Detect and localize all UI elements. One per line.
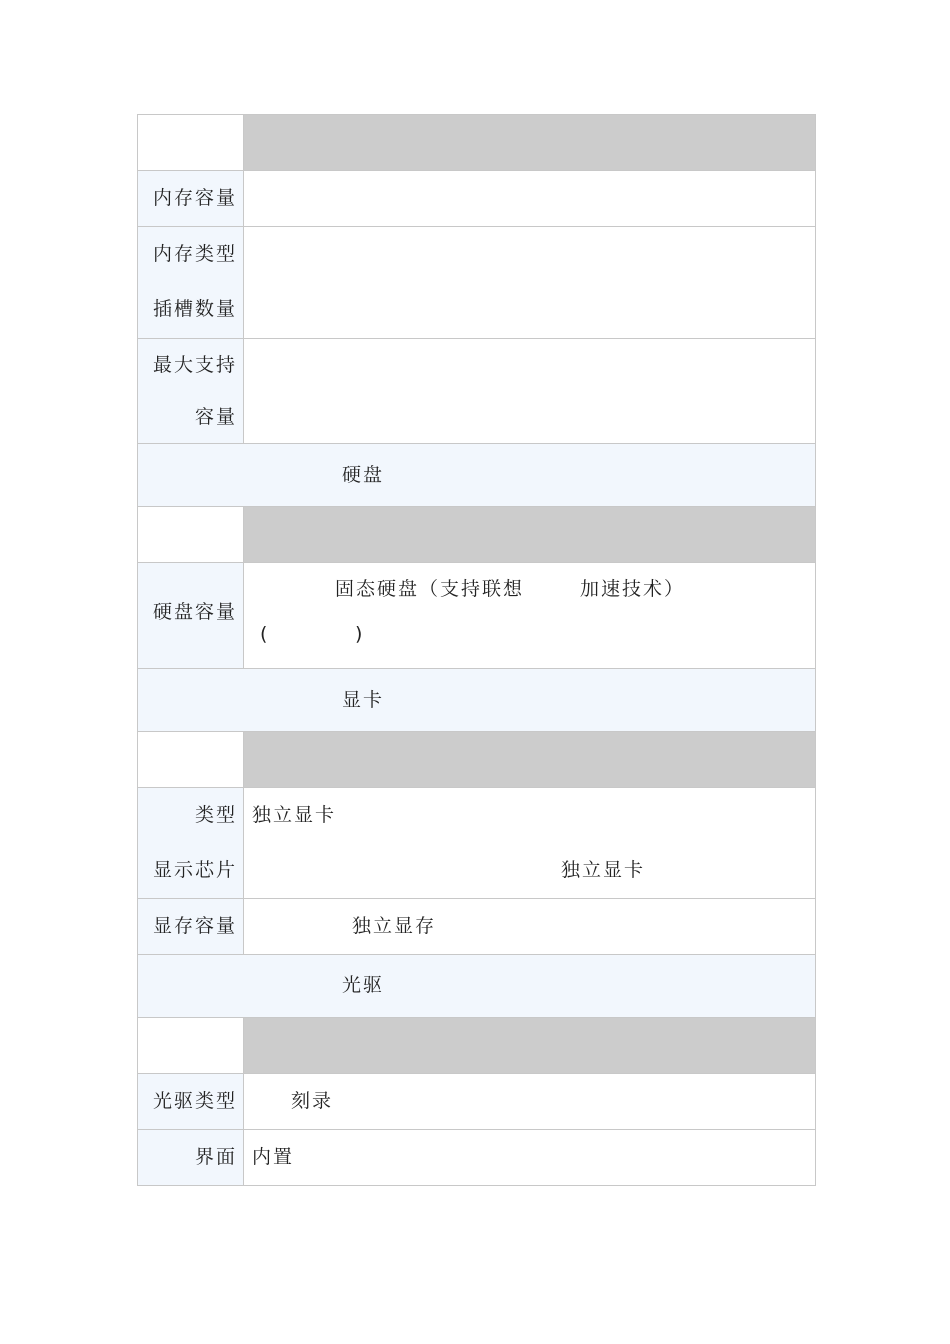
storage-section-title: 硬盘 [342,464,385,486]
memory-type-label-cell [138,227,244,338]
storage-capacity-row [138,562,815,668]
optical-section-title: 光驱 [342,974,385,996]
memory-capacity-value [244,171,815,226]
header-label-cell [138,1018,244,1073]
memory-capacity-label: 内存容量 [138,171,244,226]
memory-max-label-cell [138,339,244,443]
memory-type-value [244,227,815,338]
graphics-vram-value: 独立显存 [352,915,437,937]
graphics-chip-label: 显示芯片 [152,859,237,881]
graphics-type-value: 独立显卡 [252,804,337,826]
graphics-vram-row [138,898,815,954]
memory-header-row [138,114,815,170]
storage-section-row [138,443,815,506]
memory-type-label: 内存类型 [152,243,237,265]
optical-interface-value-cell [244,1130,815,1185]
header-label-cell [138,732,244,787]
optical-type-value: 刻录 [291,1090,334,1112]
memory-max-label-line2: 容量 [194,406,237,428]
storage-capacity-label: 硬盘容量 [138,563,244,668]
graphics-type-row [138,787,815,898]
memory-slots-label: 插槽数量 [152,298,237,320]
graphics-vram-value-cell [244,899,815,954]
optical-type-row [138,1073,815,1129]
header-value-cell [244,507,815,562]
memory-capacity-row [138,170,815,226]
graphics-header-row [138,731,815,787]
memory-max-label-line1: 最大支持 [152,354,237,376]
storage-header-row [138,506,815,562]
graphics-chip-value: 独立显卡 [561,859,646,881]
memory-max-row [138,338,815,443]
optical-interface-label: 界面 [138,1130,244,1185]
optical-section-row [138,954,815,1017]
optical-header-row [138,1017,815,1073]
memory-max-value [244,339,815,443]
header-value-cell [244,115,815,170]
graphics-type-label-cell [138,788,244,898]
header-value-cell [244,1018,815,1073]
storage-paren-open: ( [260,623,270,645]
storage-capacity-text: 固态硬盘（支持联想 [335,578,525,600]
header-value-cell [244,732,815,787]
graphics-type-label: 类型 [194,804,237,826]
storage-paren-close: ) [355,623,365,645]
optical-type-value-cell [244,1074,815,1129]
optical-interface-value: 内置 [252,1146,295,1168]
storage-accel-text: 加速技术） [580,578,686,600]
spec-table [137,114,816,1186]
memory-type-row [138,226,815,338]
graphics-section-title: 显卡 [342,689,385,711]
graphics-section-row [138,668,815,731]
graphics-type-value-cell [244,788,815,898]
header-label-cell [138,507,244,562]
optical-interface-row [138,1129,815,1185]
graphics-vram-label: 显存容量 [138,899,244,954]
header-label-cell [138,115,244,170]
optical-type-label: 光驱类型 [138,1074,244,1129]
storage-capacity-value [244,563,815,668]
